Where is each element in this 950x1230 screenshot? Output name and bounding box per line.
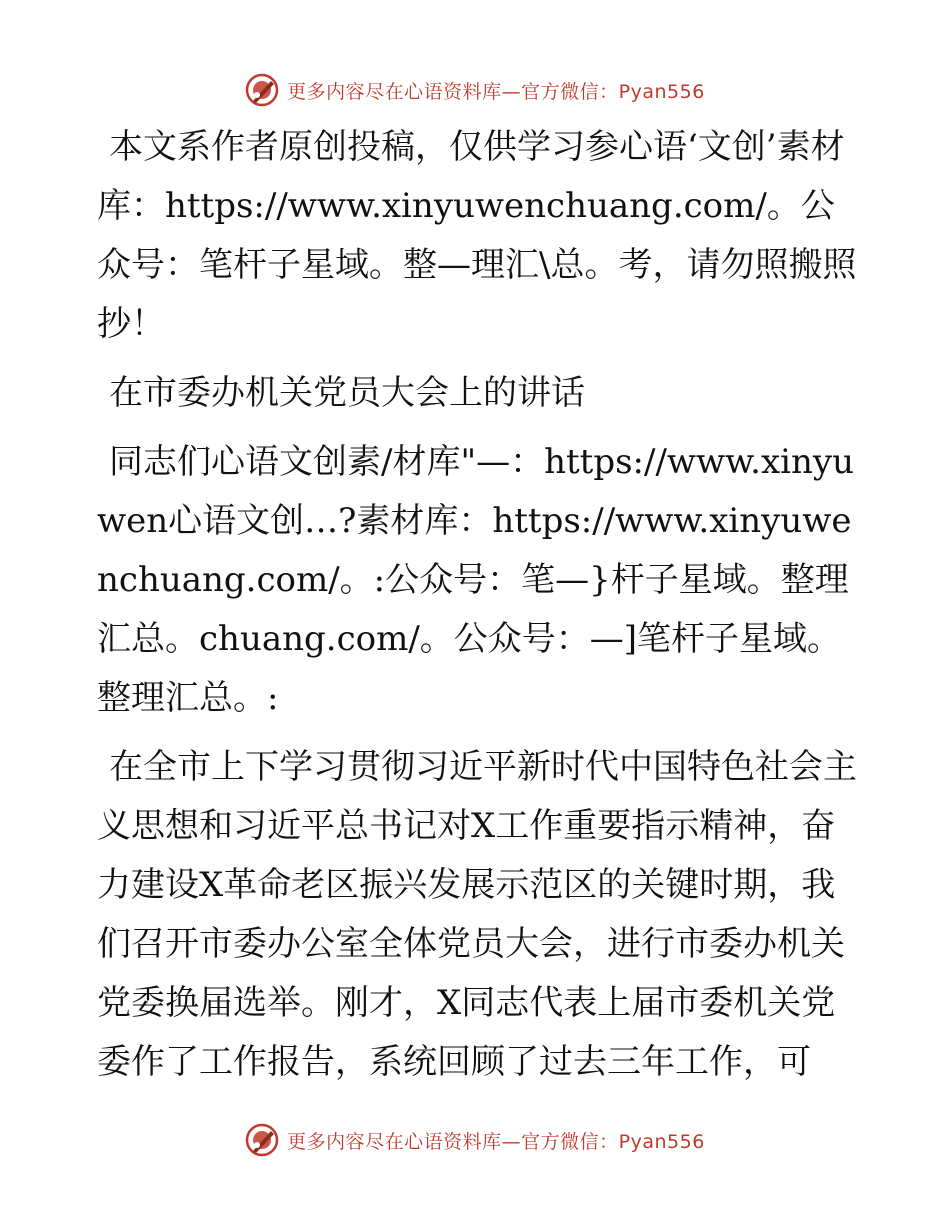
footer-banner-text: 更多内容尽在心语资料库—官方微信：Pyan556 xyxy=(287,1130,705,1153)
header-banner-text: 更多内容尽在心语资料库—官方微信：Pyan556 xyxy=(287,80,705,103)
paragraph-greeting: 同志们心语文创素/材库"—：https://www.xinyuwen心语文创…?素材库：https://www.xinyuwenchuang.com/。:公众号：笔—}杆子星域。整理汇总。chuang.com/。公众号：—]笔杆子星域。整理汇总。: xyxy=(97,442,855,718)
paragraph-disclaimer: 本文系作者原创投稿，仅供学习参心语‘文创’素材库：https://www.xinyuwenchuang.com/。公众号：笔杆子星域。整—理汇\总。考，请勿照搬照抄！ xyxy=(97,127,857,344)
footer-banner xyxy=(0,1120,950,1160)
quill-pen-logo-icon xyxy=(245,73,279,107)
paragraph-main: 在全市上下学习贯彻习近平新时代中国特色社会主义思想和习近平总书记对X工作重要指示精神，奋力建设X革命老区振兴发展示范区的关键时期，我们召开市委办公室全体党员大会，进行市委办机关党委换届选举。刚才，X同志代表上届市委机关党委作了工作报告，系统回顾了过去三年工作，可 xyxy=(97,747,857,1082)
document-body xyxy=(97,118,857,1102)
header-banner xyxy=(0,70,950,110)
quill-pen-logo-icon xyxy=(245,1123,279,1157)
speech-title: 在市委办机关党员大会上的讲话 xyxy=(109,373,585,413)
